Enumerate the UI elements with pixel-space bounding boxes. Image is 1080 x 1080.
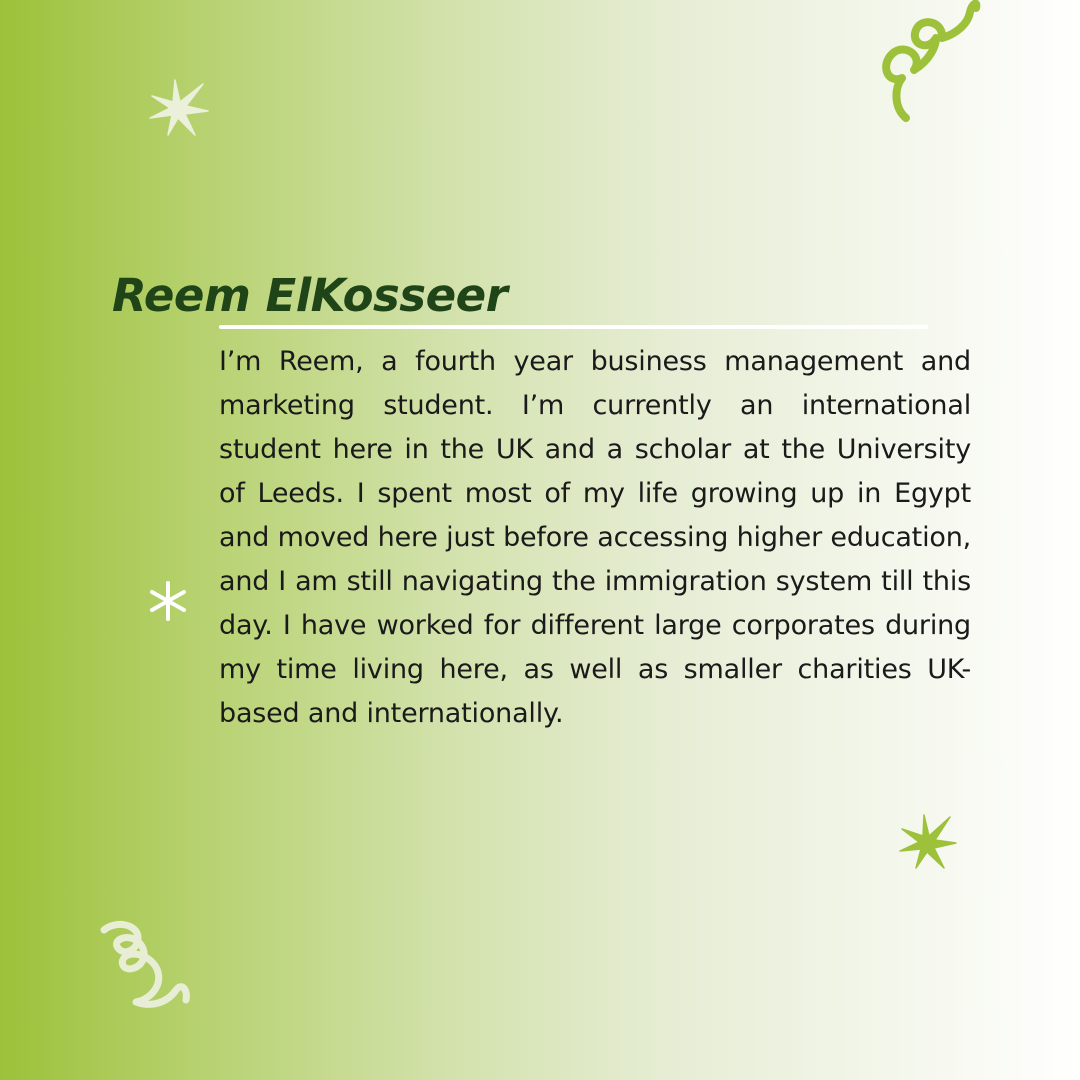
sparkle-icon [148,580,188,622]
profile-bio: I’m Reem, a fourth year business management and marketing student. I’m currently an international student here in the UK and a scholar at the University of Leeds. I spent most of my life growing up in Egypt and moved here just before accessing higher education, and I am still navigating the immigration system till this day. I have worked for different large corporates during my time living here, as well as smaller charities UK-based and internationally. [219,346,971,729]
sparkle-icon [898,813,958,871]
squiggle-icon [96,918,196,1010]
sparkle-icon [148,78,210,138]
title-divider [219,325,928,329]
profile-name: Reem ElKosseer [112,269,508,322]
squiggle-icon [872,0,996,128]
